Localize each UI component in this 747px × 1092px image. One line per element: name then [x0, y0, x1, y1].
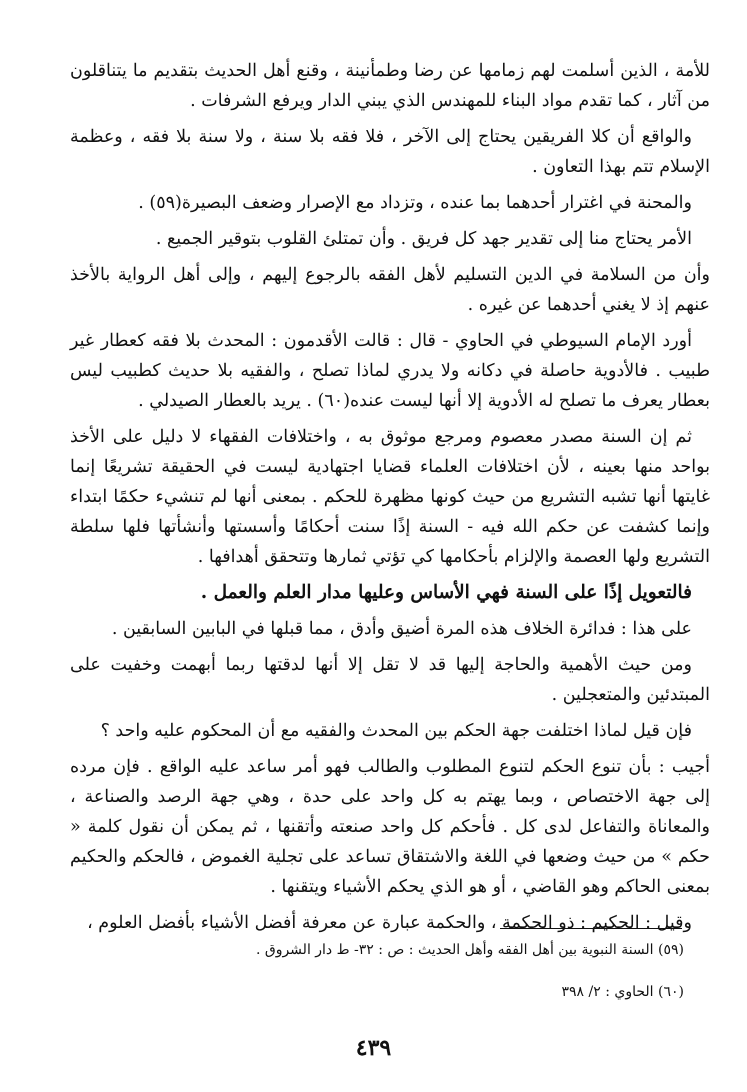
paragraph-1: للأمة ، الذين أسلمت لهم زمامها عن رضا وطمأنينة ، وقنع أهل الحديث بتقديم ما يتناقلون من آثار ، كما تقدم مواد البناء للمهندس الذي يبني الدار ويرفع الشرفات .: [70, 61, 710, 111]
paragraph-12: أجيب : بأن تنوع الحكم لتنوع المطلوب والطالب فهو أمر ساعد عليه الواقع . فإن مرده إلى جهة الاختصاص ، وبما يهتم به كل واحد على حدة ، وهي جهة الرصد والصناعة ، والمعاناة والتفاعل لدى كل . فأحكم كل واحد صنعته وأتقنها ، ثم يمكن أن نقول كلمة « حكم » من حيث وضعها في اللغة والاشتقاق تساعد على تجلية الغموض ، فالحكم والحكيم بمعنى الحاكم وهو القاضي ، أو هو الذي يحكم الأشياء ويتقنها .: [70, 757, 710, 897]
footnote-60: (٦٠) الحاوي : ٢/ ٣٩٨: [561, 984, 684, 1000]
paragraph-11: فإن قيل لماذا اختلفت جهة الحكم بين المحدث والفقيه مع أن المحكوم عليه واحد ؟: [100, 721, 692, 741]
paragraph-13: وقيل : الحكيم : ذو الحكمة ، والحكمة عبارة عن معرفة أفضل الأشياء بأفضل العلوم ،: [87, 913, 692, 933]
page-number: ٤٣٩: [355, 1035, 392, 1061]
paragraph-7: ثم إن السنة مصدر معصوم ومرجع موثوق به ، واختلافات الفقهاء لا دليل على الأخذ بواحد منها بعينه ، لأن اختلافات العلماء قضايا اجتهادية ليست في الحقيقة تشريعًا إنما غايتها أنها تشبه التشريع من حيث كونها مظهرة للحكم . بمعنى أنها لم تنشيء حكمًا ابتداء وإنما كشفت عن حكم الله فيه - السنة إذًا سنت أحكامًا وأسستها وأنشأتها فلها سلطة التشريع ولها العصمة والإلزام بأحكامها كي تؤتي ثمارها وتتحقق أهدافها .: [70, 427, 710, 567]
paragraph-10: ومن حيث الأهمية والحاجة إليها قد لا تقل إلا أنها لدقتها ربما أبهمت وخفيت على المبتدئين والمتعجلين .: [70, 655, 710, 705]
footnotes: [160, 938, 684, 1004]
footnote-59: (٥٩) السنة النبوية بين أهل الفقه وأهل الحديث : ص : ٣٢- ط دار الشروق .: [255, 942, 684, 958]
paragraph-8-emphasis: فالتعويل إذًا على السنة فهي الأساس وعليها مدار العلم والعمل .: [200, 582, 692, 603]
paragraph-9: على هذا : فدائرة الخلاف هذه المرة أضيق وأدق ، مما قبلها في البابين السابقين .: [111, 619, 692, 639]
paragraph-3: والمحنة في اغترار أحدهما بما عنده ، وتزداد مع الإصرار وضعف البصيرة(٥٩) .: [138, 193, 692, 213]
paragraph-6: أورد الإمام السيوطي في الحاوي - قال : قالت الأقدمون : المحدث بلا فقه كعطار غير طبيب . فالأدوية حاصلة في دكانه ولا يدري لماذا تصلح ، والفقيه بلا حديث كطبيب ليس بعطار يعرف ما تصلح له الأدوية إلا أنها ليست عنده(٦٠) . يريد بالعطار الصيدلي .: [70, 331, 710, 411]
footnote-divider: [500, 928, 682, 929]
paragraph-4: الأمر يحتاج منا إلى تقدير جهد كل فريق . وأن تمتلئ القلوب بتوقير الجميع .: [155, 229, 692, 249]
body-text: [70, 56, 710, 944]
paragraph-5: وأن من السلامة في الدين التسليم لأهل الفقه بالرجوع إليهم ، وإلى أهل الرواية بالأخذ عنهم إذ لا يغني أحدهما عن غيره .: [70, 265, 710, 315]
paragraph-2: والواقع أن كلا الفريقين يحتاج إلى الآخر ، فلا فقه بلا سنة ، ولا سنة بلا فقه ، وعظمة الإسلام تتم بهذا التعاون .: [70, 127, 710, 177]
